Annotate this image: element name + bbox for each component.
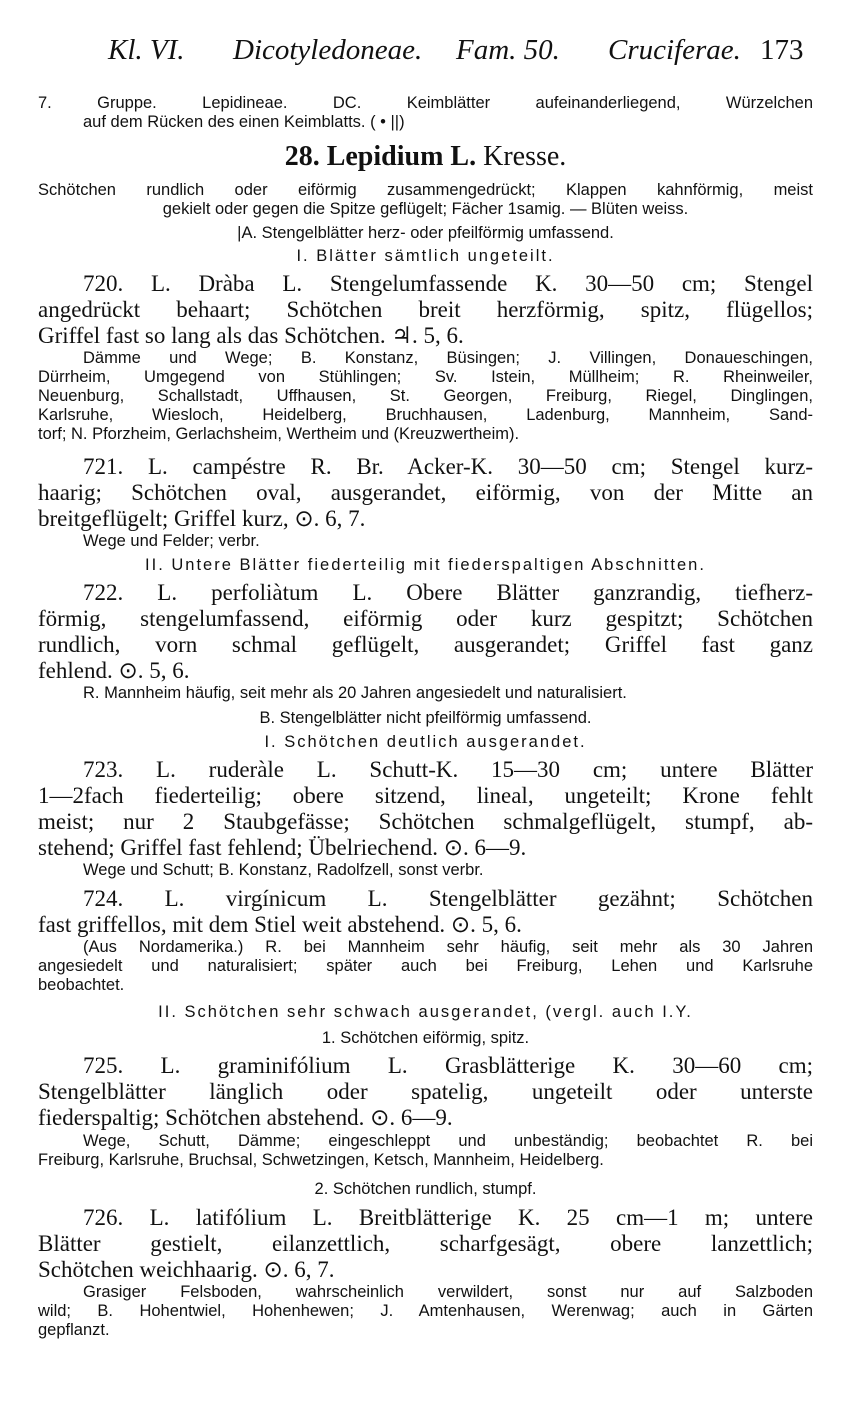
header-family-name: Cruciferae. [608, 34, 741, 66]
genus-description: Schötchen rundlich oder eiförmig zusammengedrückt; Klappen kahnförmig, meist [38, 181, 813, 199]
species-724: 724. L. virgínicum L. Stengelblätter gezähnt; Schötchen [83, 886, 813, 911]
species-720: 720. L. Dràba L. Stengelumfassende K. 30—50 cm; Stengel [83, 271, 813, 296]
species-725-locations: Freiburg, Karlsruhe, Bruchsal, Schwetzingen, Ketsch, Mannheim, Heidelberg. [38, 1151, 604, 1169]
species-722-locations: R. Mannheim häufig, seit mehr als 20 Jahren angesiedelt und naturalisiert. [83, 684, 627, 702]
species-725: 725. L. graminifólium L. Grasblätterige K. 30—60 cm; [83, 1053, 813, 1078]
species-724-locations: beobachtet. [38, 976, 125, 994]
species-720-locations: torf; N. Pforzheim, Gerlachsheim, Wertheim und (Kreuzwertheim). [38, 425, 520, 443]
species-720-locations: Karlsruhe, Wiesloch, Heidelberg, Bruchhausen, Ladenburg, Mannheim, Sand- [38, 406, 813, 424]
genus-description-cont: gekielt oder gegen die Spitze geflügelt; Fächer 1samig. — Blüten weiss. [162, 200, 689, 218]
key-A: |A. Stengelblätter herz- oder pfeilförmig umfassend. [237, 224, 614, 242]
key-B-II-1: 1. Schötchen eiförmig, spitz. [321, 1029, 530, 1047]
group-heading: 7. Gruppe. Lepidineae. DC. Keimblätter aufeinanderliegend, Würzelchen [38, 94, 813, 112]
species-721-locations: Wege und Felder; verbr. [83, 532, 260, 550]
species-724-locations: angesiedelt und naturalisiert; später auch bei Freiburg, Lehen und Karlsruhe [38, 957, 813, 975]
species-726-text: Schötchen weichhaarig. ⊙. 6, 7. [38, 1257, 335, 1282]
key-B-II: II. Schötchen sehr schwach ausgerandet, (vergl. auch I.Y. [158, 1003, 693, 1021]
header-subclass: Dicotyledoneae. [233, 34, 423, 66]
species-726-locations: gepflanzt. [38, 1321, 110, 1339]
species-721: 721. L. campéstre R. Br. Acker-K. 30—50 cm; Stengel kurz- [83, 454, 813, 479]
page-number: 173 [760, 34, 804, 66]
species-726-text: Blätter gestielt, eilanzettlich, scharfgesägt, obere lanzettlich; [38, 1231, 813, 1256]
species-722: 722. L. perfoliàtum L. Obere Blätter ganzrandig, tiefherz- [83, 580, 813, 605]
genus-common-name: Kresse. [483, 141, 567, 172]
species-726: 726. L. latifólium L. Breitblätterige K. 25 cm—1 m; untere [83, 1205, 813, 1230]
species-721-text: haarig; Schötchen oval, ausgerandet, eiförmig, von der Mitte an [38, 480, 813, 505]
species-720-locations: Neuenburg, Schallstadt, Uffhausen, St. Georgen, Freiburg, Riegel, Dinglingen, [38, 387, 813, 405]
species-725-text: fiederspaltig; Schötchen abstehend. ⊙. 6—9. [38, 1105, 453, 1130]
species-723-locations: Wege und Schutt; B. Konstanz, Radolfzell, sonst verbr. [83, 861, 484, 879]
key-A-I: I. Blätter sämtlich ungeteilt. [296, 247, 555, 265]
species-720-locations: Dämme und Wege; B. Konstanz, Büsingen; J. Villingen, Donaueschingen, [83, 349, 813, 367]
header-class: Kl. VI. [108, 34, 185, 66]
species-722-text: rundlich, vorn schmal geflügelt, ausgerandet; Griffel fast ganz [38, 632, 813, 657]
group-heading-cont: auf dem Rücken des einen Keimblatts. ( • ||) [83, 113, 405, 131]
header-family-number: Fam. 50. [456, 34, 560, 66]
species-722-text: förmig, stengelumfassend, eiförmig oder kurz gespitzt; Schötchen [38, 606, 813, 631]
species-724-text: fast griffellos, mit dem Stiel weit abstehend. ⊙. 5, 6. [38, 912, 522, 937]
species-722-text: fehlend. ⊙. 5, 6. [38, 658, 190, 683]
species-721-text: breitgeflügelt; Griffel kurz, ⊙. 6, 7. [38, 506, 366, 531]
key-B: B. Stengelblätter nicht pfeilförmig umfassend. [259, 709, 592, 727]
species-723-text: 1—2fach fiederteilig; obere sitzend, lineal, ungeteilt; Krone fehlt [38, 783, 813, 808]
species-720-text: angedrückt behaart; Schötchen breit herzförmig, spitz, flügellos; [38, 297, 813, 322]
species-723: 723. L. ruderàle L. Schutt-K. 15—30 cm; untere Blätter [83, 757, 813, 782]
key-B-I: I. Schötchen deutlich ausgerandet. [264, 733, 587, 751]
species-724-locations: (Aus Nordamerika.) R. bei Mannheim sehr häufig, seit mehr als 30 Jahren [83, 938, 813, 956]
species-725-text: Stengelblätter länglich oder spatelig, ungeteilt oder unterste [38, 1079, 813, 1104]
genus-number: 28. [284, 141, 320, 172]
running-header [38, 30, 813, 70]
genus-title [38, 140, 813, 174]
key-B-II-2: 2. Schötchen rundlich, stumpf. [314, 1180, 537, 1198]
genus-name: Lepidium L. [326, 141, 477, 172]
species-723-text: meist; nur 2 Staubgefässe; Schötchen schmalgeflügelt, stumpf, ab- [38, 809, 813, 834]
key-A-II: II. Untere Blätter fiederteilig mit fiederspaltigen Abschnitten. [145, 556, 706, 574]
species-726-locations: Grasiger Felsboden, wahrscheinlich verwildert, sonst nur auf Salzboden [83, 1283, 813, 1301]
species-725-locations: Wege, Schutt, Dämme; eingeschleppt und unbeständig; beobachtet R. bei [83, 1132, 813, 1150]
species-720-text: Griffel fast so lang als das Schötchen. ♃. 5, 6. [38, 323, 464, 348]
species-726-locations: wild; B. Hohentwiel, Hohenhewen; J. Amtenhausen, Werenwag; auch in Gärten [38, 1302, 813, 1320]
species-720-locations: Dürrheim, Umgegend von Stühlingen; Sv. Istein, Müllheim; R. Rheinweiler, [38, 368, 813, 386]
species-723-text: stehend; Griffel fast fehlend; Übelriechend. ⊙. 6—9. [38, 835, 527, 860]
